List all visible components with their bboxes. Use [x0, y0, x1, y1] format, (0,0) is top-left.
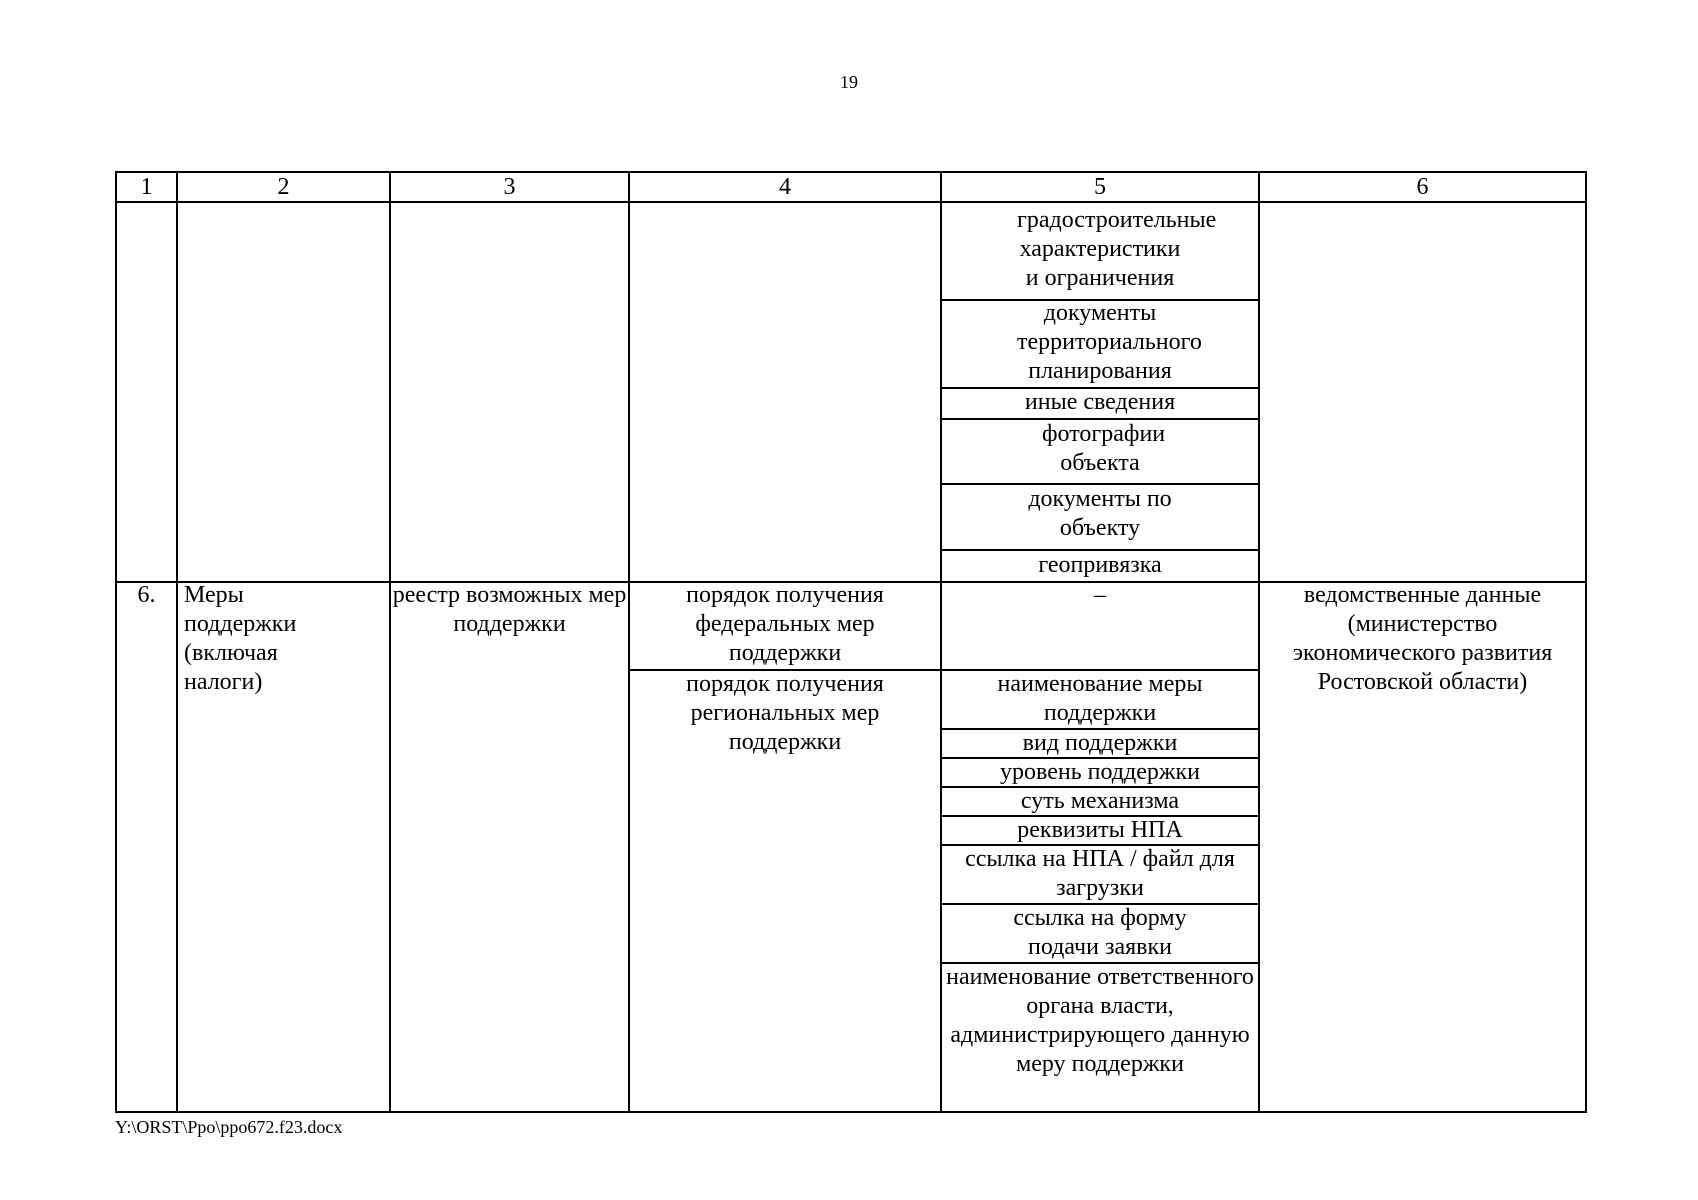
header-divider: [117, 201, 1585, 203]
header-col-6: 6: [1416, 174, 1429, 200]
column-divider: [1258, 173, 1260, 1111]
federal-fields-cell: –: [1094, 582, 1106, 608]
header-col-4: 4: [779, 174, 791, 200]
row-number: 6.: [137, 582, 156, 608]
column-divider: [389, 173, 391, 1111]
provider-cell: ведомственные данные (министерство экономического развития Ростовской области): [1292, 582, 1553, 695]
regional-field-cell: реквизиты НПА: [1017, 817, 1183, 843]
federal-measures-cell: порядок получения федеральных мер поддержки: [686, 582, 884, 666]
attribute-cell: документы по объекту: [1028, 486, 1172, 541]
row-name: Меры поддержки (включая налоги): [184, 582, 297, 695]
attribute-cell: геопривязка: [1038, 552, 1162, 578]
column-divider: [176, 173, 178, 1111]
regional-field-cell: наименование меры поддержки: [997, 671, 1203, 726]
header-col-5: 5: [1094, 174, 1106, 200]
column-divider: [628, 173, 630, 1111]
attribute-cell: фотографии объекта: [1042, 421, 1166, 476]
source-cell: реестр возможных мер поддержки: [392, 582, 627, 637]
page-number: 19: [840, 72, 858, 92]
regional-field-cell: ссылка на НПА / файл для загрузки: [965, 846, 1235, 901]
attribute-cell: иные сведения: [1024, 389, 1176, 415]
regional-field-cell: суть механизма: [1020, 788, 1180, 814]
attribute-cell: документы территориального планирования: [1017, 300, 1202, 384]
header-col-1: 1: [140, 174, 153, 200]
regional-field-cell: ссылка на форму подачи заявки: [1013, 905, 1187, 960]
footer-file-path: Y:\ORST\Ppo\ppo672.f23.docx: [115, 1117, 343, 1137]
header-col-2: 2: [277, 174, 290, 200]
data-table: [115, 171, 1587, 1113]
attribute-cell: градостроительные характеристики и ограничения: [1017, 207, 1217, 291]
regional-field-cell: наименование ответственного органа власти, администрирующего данную меру поддержки: [946, 964, 1254, 1077]
regional-measures-cell: порядок получения региональных мер поддержки: [686, 671, 884, 755]
regional-field-cell: уровень поддержки: [1000, 759, 1200, 785]
regional-field-cell: вид поддержки: [1022, 730, 1178, 756]
header-col-3: 3: [503, 174, 516, 200]
